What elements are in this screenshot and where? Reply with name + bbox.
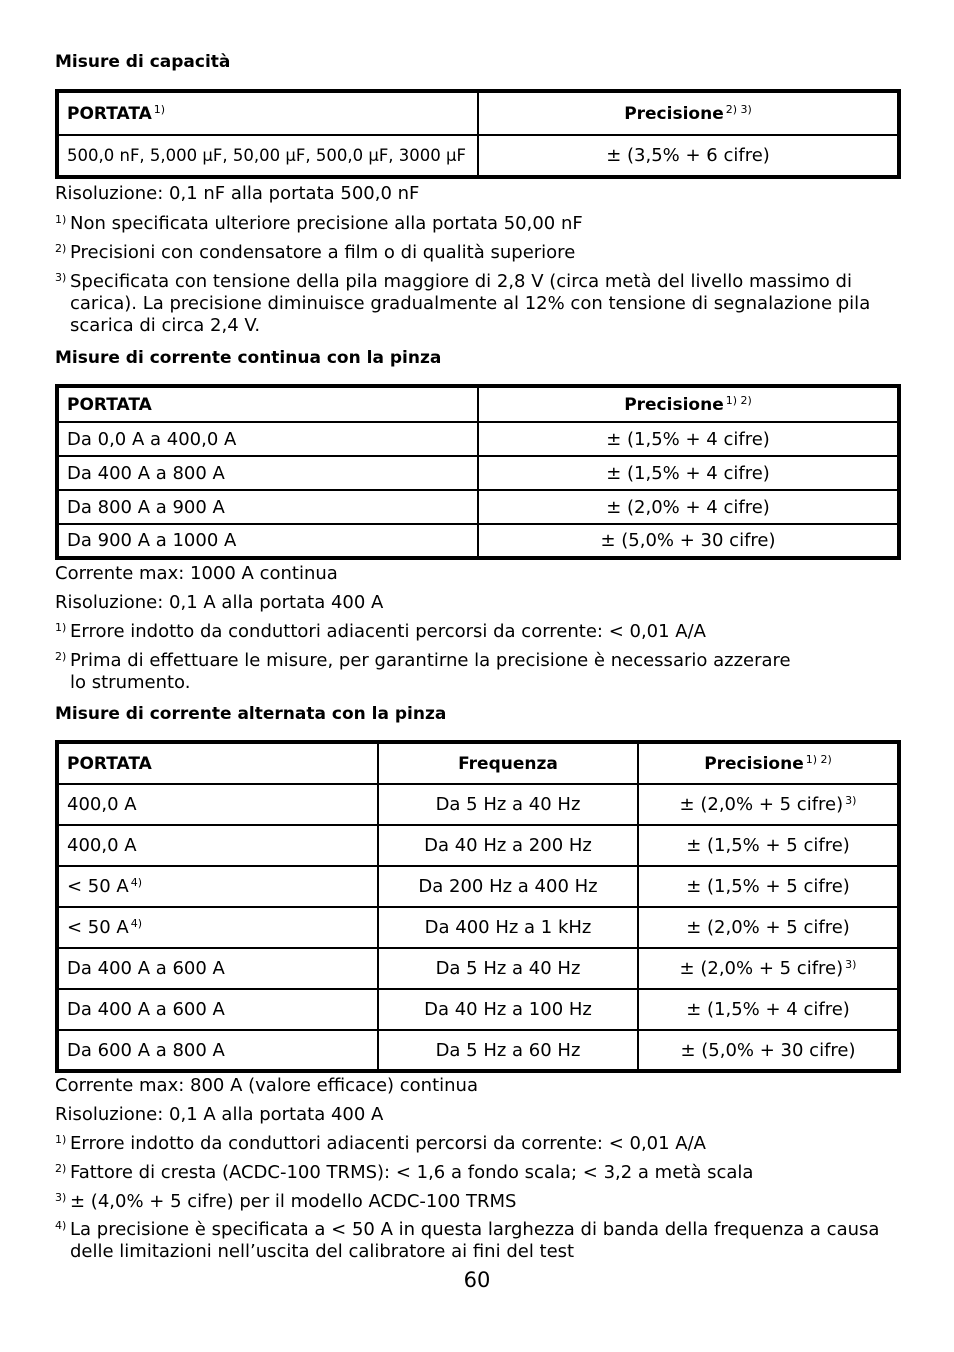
table-cell: Da 0,0 A a 400,0 A <box>57 422 478 456</box>
table-cell: ± (1,5% + 5 cifre) <box>638 825 899 866</box>
table-cell: ± (2,0% + 4 cifre) <box>478 490 899 524</box>
table-row <box>57 866 899 907</box>
table-cell: ± (1,5% + 4 cifre) <box>478 422 899 456</box>
header-cell: Precisione $^{1) 2)}$ <box>638 742 899 784</box>
footnote: 4) La precisione è specificata a < 50 A in questa larghezza di banda della frequenza a causa delle limitazioni nell’uscita del calibratore ai fini del test <box>55 1219 880 1262</box>
table-row <box>57 907 899 948</box>
table-row <box>57 784 899 825</box>
table-row <box>57 825 899 866</box>
footnote: 2) Prima di effettuare le misure, per garantirne la precisione è necessario azzerare lo strumento. <box>55 650 791 693</box>
table-cell: Da 400 A a 600 A <box>57 989 378 1030</box>
resolution-note: Risoluzione: 0,1 nF alla portata 500,0 nF <box>55 183 420 204</box>
max-current-note: Corrente max: 1000 A continua <box>55 563 338 584</box>
table-cell: < 50 A $^{4)}$ <box>57 866 378 907</box>
header-cell: Precisione $^{1) 2)}$ <box>478 386 899 422</box>
footnote: 3) Specificata con tensione della pila maggiore di 2,8 V (circa metà del livello massimo di carica). La precisione diminuisce gradualmente al 12% con tensione di segnalazione pila scarica di circa 2,4 V. <box>55 271 871 336</box>
footnote: 2) Precisioni con condensatore a film o di qualità superiore <box>55 242 576 263</box>
table-row <box>57 456 899 490</box>
header-cell: Precisione $^{2) 3)}$ <box>478 91 899 135</box>
table-row <box>57 1030 899 1071</box>
table-cell: ± (1,5% + 4 cifre) <box>478 456 899 490</box>
section-heading-capacitance: Misure di capacità <box>55 52 231 72</box>
table-cell: Da 5 Hz a 40 Hz <box>378 948 638 989</box>
max-current-note: Corrente max: 800 A (valore efficace) continua <box>55 1075 478 1096</box>
table-cell: Da 5 Hz a 40 Hz <box>378 784 638 825</box>
capacitance-table <box>55 89 901 179</box>
table-cell: ± (5,0% + 30 cifre) <box>638 1030 899 1071</box>
footnote: 3) ± (4,0% + 5 cifre) per il modello ACDC-100 TRMS <box>55 1191 517 1212</box>
section-heading-dc-current: Misure di corrente continua con la pinza <box>55 348 442 368</box>
table-row <box>57 135 899 177</box>
table-cell: ± (2,0% + 5 cifre) $^{3)}$ <box>638 784 899 825</box>
table-cell: ± (2,0% + 5 cifre) $^{3)}$ <box>638 948 899 989</box>
table-cell: ± (1,5% + 4 cifre) <box>638 989 899 1030</box>
table-cell: < 50 A $^{4)}$ <box>57 907 378 948</box>
table-cell: Da 200 Hz a 400 Hz <box>378 866 638 907</box>
table-cell: Da 900 A a 1000 A <box>57 524 478 558</box>
table-cell: Da 600 A a 800 A <box>57 1030 378 1071</box>
header-cell: PORTATA <box>57 742 378 784</box>
table-cell: Da 400 A a 800 A <box>57 456 478 490</box>
table-cell: 400,0 A <box>57 825 378 866</box>
ac-current-table <box>55 740 901 1073</box>
footnote: 1) Errore indotto da conduttori adiacenti percorsi da corrente: < 0,01 A/A <box>55 621 706 642</box>
table-cell: ± (5,0% + 30 cifre) <box>478 524 899 558</box>
table-cell: ± (2,0% + 5 cifre) <box>638 907 899 948</box>
footnote: 1) Non specificata ulteriore precisione alla portata 50,00 nF <box>55 213 583 234</box>
page-number: 60 <box>463 1268 491 1292</box>
table-row <box>57 948 899 989</box>
table-row <box>57 989 899 1030</box>
table-cell: 500,0 nF, 5,000 µF, 50,00 µF, 500,0 µF, 3000 µF <box>57 135 478 177</box>
header-cell: PORTATA <box>57 386 478 422</box>
table-cell: Da 40 Hz a 100 Hz <box>378 989 638 1030</box>
dc-current-table <box>55 384 901 560</box>
header-cell: PORTATA $^{1)}$ <box>57 91 478 135</box>
header-cell: Frequenza <box>378 742 638 784</box>
section-heading-ac-current: Misure di corrente alternata con la pinza <box>55 704 447 724</box>
table-cell: Da 400 Hz a 1 kHz <box>378 907 638 948</box>
footnote: 1) Errore indotto da conduttori adiacenti percorsi da corrente: < 0,01 A/A <box>55 1133 706 1154</box>
table-header-row <box>57 742 899 784</box>
table-cell: 400,0 A <box>57 784 378 825</box>
resolution-note: Risoluzione: 0,1 A alla portata 400 A <box>55 592 384 613</box>
table-cell: Da 40 Hz a 200 Hz <box>378 825 638 866</box>
resolution-note: Risoluzione: 0,1 A alla portata 400 A <box>55 1104 384 1125</box>
table-row <box>57 422 899 456</box>
table-row <box>57 524 899 558</box>
table-cell: Da 5 Hz a 60 Hz <box>378 1030 638 1071</box>
table-header-row <box>57 91 899 135</box>
table-cell: ± (3,5% + 6 cifre) <box>478 135 899 177</box>
table-cell: Da 400 A a 600 A <box>57 948 378 989</box>
footnote: 2) Fattore di cresta (ACDC-100 TRMS): < 1,6 a fondo scala; < 3,2 a metà scala <box>55 1162 754 1183</box>
table-cell: ± (1,5% + 5 cifre) <box>638 866 899 907</box>
table-row <box>57 490 899 524</box>
table-cell: Da 800 A a 900 A <box>57 490 478 524</box>
table-header-row <box>57 386 899 422</box>
